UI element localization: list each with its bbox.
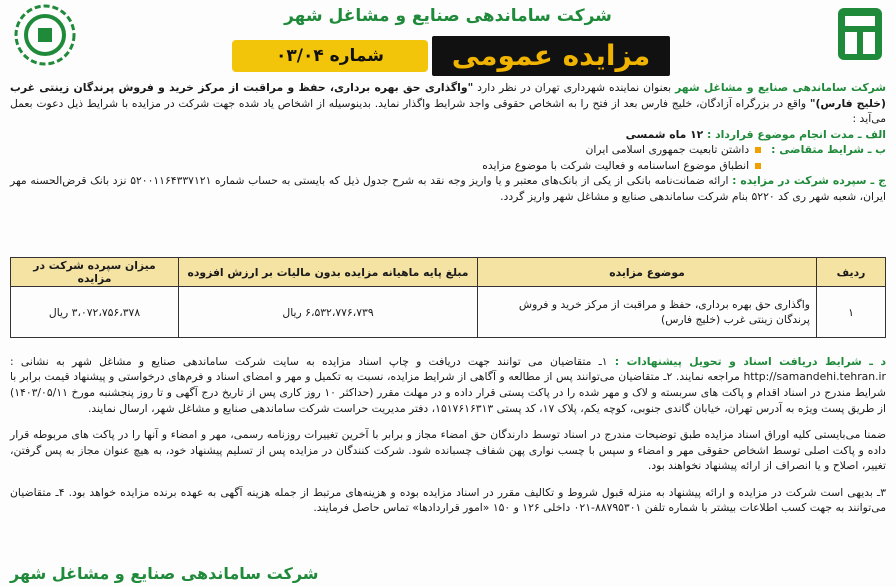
col-header-subject: موضوع مزایده	[478, 258, 817, 287]
banner-number: شماره ۰۳/۰۴	[232, 40, 428, 72]
cell-row-number: ۱	[817, 287, 886, 338]
section-c-text: ارائه ضمانت‌نامه بانکی از یکی از بانک‌های معتبر و یا واریز وجه نقد به شرح جدول ذیل که بایستی به حساب شماره ۵۲۰۰۱۱۶۴۳۳۷۱۲۱ نزد بانک قرض‌الحسنه مهر ایران، شعبه شهر ری کد ۵۲۲۰ بنام شرکت ساماندهی صنایع و مشاغل شهر واریز گردد.	[10, 174, 886, 203]
cell-deposit: ۳،۰۷۲،۷۵۶،۳۷۸ ریال	[11, 287, 179, 338]
list-item: داشتن تابعیت جمهوری اسلامی ایران	[482, 142, 763, 158]
section-a	[10, 127, 886, 143]
section-b	[10, 142, 886, 173]
section-a-value: ۱۲ ماه شمسی	[625, 127, 708, 141]
col-header-row-number: ردیف	[817, 258, 886, 287]
announcement-body	[10, 80, 886, 204]
section-d-p2: ضمنا می‌بایستی کلیه اوراق اسناد مزایده طبق توضیحات مندرج در اسناد توسط دارندگان حق امضاء مجاز و برابر با آخرین تغییرات روزنامه رسمی، مهر و امضاء و آنها را در پاکت های مربوطه قرار داده و پاکت اصلی توسط اشخاص حقوقی مهر و امضاء و سپس با چسب نواری پهن شفاف چسبانده شود. شرکت کنندگان در مزایده پس از تسلیم پیشنهاد خود، به هیچ عنوان مجاز به پس گرفتن، تغییر، اصلاح و یا انصراف از ارائه پیشنهاد نخواهند بود.	[10, 427, 886, 473]
intro-subject: "واگذاری حق بهره برداری، حفظ و مراقبت از مرکز خرید و فروش پرندگان زینتی غرب (خلیج فارس)"	[10, 81, 886, 110]
cell-base-price: ۶،۵۳۲،۷۷۶،۷۳۹ ریال	[179, 287, 478, 338]
auction-table	[10, 257, 886, 338]
company-title: شرکت ساماندهی صنایع و مشاغل شهر	[284, 6, 612, 26]
section-b-label: ب ـ شرایط متقاضی :	[771, 143, 886, 156]
cell-subject: واگذاری حق بهره برداری، حفظ و مراقبت از مرکز خرید و فروش پرندگان زینتی غرب (خلیج فارس)	[478, 287, 817, 338]
section-d-p1	[10, 354, 886, 416]
col-header-deposit: میزان سپرده شرکت در مزایده	[11, 258, 179, 287]
section-d-text-1: ۱ـ متقاضیان می توانند جهت دریافت و چاپ اسناد مزایده به سایت شرکت ساماندهی صنایع و مشاغل شهر به نشانی : http://samandehi.tehran.ir مراجعه نمایند. ۲ـ متقاضیان می‌توانند پس از مطالعه و آگاهی از شرایط مزایده، نسبت به تکمیل و مهر و امضای اسناد و فرم‌های درخواستی و پیشنهاد قیمت برابر با شرایط مندرج در اسناد اقدام و پاکت های سربسته و لاک و مهر شده را در پاکت پستی قرار داده و در مهلت مقرر (حداکثر ۱۰ روز کاری پس از تاریخ درج آگهی و تا روز پنجشنبه مورخ ۱۴۰۳/۰۵/۱۱) از طریق پست ویژه به آدرس تهران، خیابان گاندی جنوبی، کوچه یکم، پلاک ۱۷، کد پستی ۱۵۱۷۶۱۶۳۱۳، دفتر مدیریت حراست شرکت ساماندهی صنایع و مشاغل شهر، ارسال نمایند.	[10, 354, 886, 415]
section-a-label: الف ـ مدت انجام موضوع قرارداد :	[707, 127, 886, 141]
section-d-label: د ـ شرایط دریافت اسناد و تحویل پیشنهادات :	[614, 354, 886, 368]
list-item: انطباق موضوع اساسنامه و فعالیت شرکت با موضوع مزایده	[482, 158, 763, 174]
intro-text-2: واقع در بزرگراه آزادگان، خلیج فارس بعد از فتح را به اشخاص حقوقی واجد شرایط واگذار نماید. بدینوسیله از اشخاص یاد شده جهت شرکت در مزایده با شرایط ذیل دعوت بعمل می‌آید :	[10, 96, 886, 125]
table-header-row	[11, 258, 886, 287]
intro-company: شرکت ساماندهی صنایع و مشاغل شهر	[675, 81, 886, 94]
table-row	[11, 287, 886, 338]
banner-title: مزایده عمومی	[432, 36, 670, 76]
section-d-p3: ۳ـ بدیهی است شرکت در مزایده و ارائه پیشنهاد به منزله قبول شروط و تکالیف مقرر در اسناد مزایده بوده و هزینه‌های مرتبط از جمله هزینه آگهی به عهده برنده مزایده خواهد بود. ۴ـ متقاضیان می‌توانند به جهت کسب اطلاعات بیشتر با شماره تلفن ۸۸۷۹۵۳۰۱-۰۲۱ داخلی ۱۲۶ و ۱۵۰ «امور قراردادها» تماس حاصل فرمایند.	[10, 485, 886, 515]
col-header-base-price: مبلغ پایه ماهیانه مزایده بدون مالیات بر ارزش افزوده	[179, 258, 478, 287]
section-c-label: ج ـ سپرده شرکت در مزایده :	[732, 174, 886, 187]
section-b-list	[482, 142, 763, 173]
section-c	[10, 173, 886, 204]
auction-banner	[232, 36, 670, 76]
intro-paragraph	[10, 80, 886, 127]
intro-text-1: بعنوان نماینده شهرداری تهران در نظر دارد	[473, 81, 676, 94]
section-d	[10, 343, 886, 527]
footer-company: شرکت ساماندهی صنایع و مشاغل شهر	[10, 564, 319, 583]
